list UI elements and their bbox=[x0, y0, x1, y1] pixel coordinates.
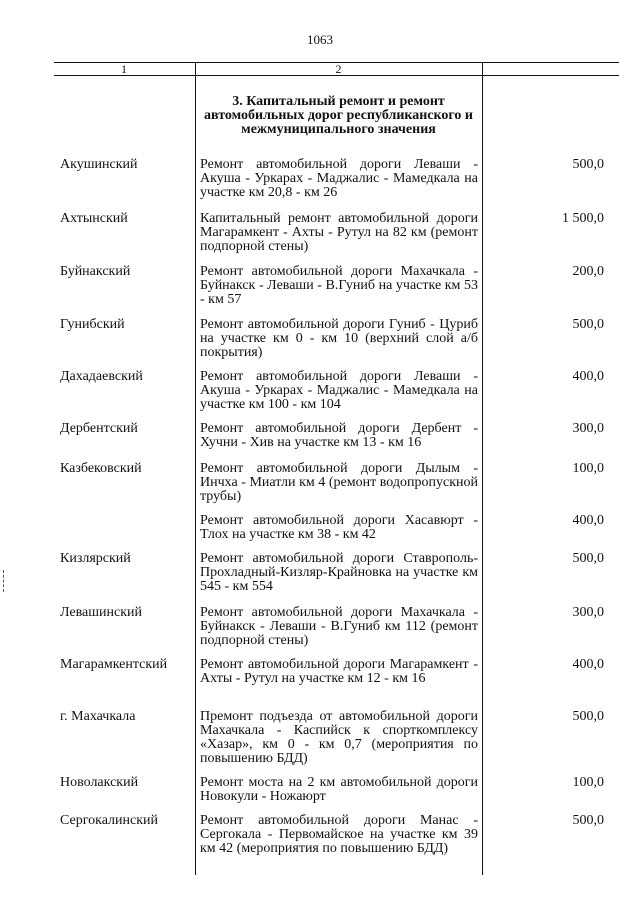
amount-value: 500,0 bbox=[572, 551, 604, 566]
amount-value: 1 500,0 bbox=[562, 211, 604, 226]
district-name: г. Махачкала bbox=[60, 709, 136, 724]
amount-value: 400,0 bbox=[572, 657, 604, 672]
work-description: Ремонт автомобильной дороги Магарамкент - Ахты - Рутул на участке км 12 - км 16 bbox=[200, 657, 478, 686]
amount-value: 400,0 bbox=[572, 513, 604, 528]
amount-value: 200,0 bbox=[572, 264, 604, 279]
margin-mark bbox=[3, 570, 5, 592]
amount-value: 500,0 bbox=[572, 813, 604, 828]
work-description: Ремонт автомобильной дороги Дербент - Хучни - Хив на участке км 13 - км 16 bbox=[200, 421, 478, 450]
district-name: Дахадаевский bbox=[60, 369, 143, 384]
work-description: Ремонт автомобильной дороги Ставрополь-Прохладный-Кизляр-Крайновка на участке км 545 - км 554 bbox=[200, 551, 478, 594]
district-name: Дербентский bbox=[60, 421, 138, 436]
work-description: Премонт подъезда от автомобильной дороги Махачкала - Каспийск к спорткомплексу «Хазар», км 0 - км 0,7 (мероприятия по повышению БДД) bbox=[200, 709, 478, 766]
work-description: Ремонт автомобильной дороги Манас - Сергокала - Первомайское на участке км 39 км 42 (мероприятия по повышению БДД) bbox=[200, 813, 478, 856]
work-description: Ремонт автомобильной дороги Дылым - Инчха - Миатли км 4 (ремонт водопропускной трубы) bbox=[200, 461, 478, 504]
work-description: Ремонт автомобильной дороги Махачкала - Буйнакск - Леваши - В.Гуниб на участке км 53 - км 57 bbox=[200, 264, 478, 307]
page-number: 1063 bbox=[307, 32, 333, 47]
amount-value: 300,0 bbox=[572, 421, 604, 436]
work-description: Ремонт моста на 2 км автомобильной дороги Новокули - Ножаюрт bbox=[200, 775, 478, 804]
district-name: Сергокалинский bbox=[60, 813, 159, 828]
work-description: Ремонт автомобильной дороги Гуниб - Цуриб на участке км 0 - км 10 (верхний слой а/б покрытия) bbox=[200, 317, 478, 360]
amount-value: 400,0 bbox=[572, 369, 604, 384]
district-name: Гунибский bbox=[60, 317, 125, 332]
amount-value: 300,0 bbox=[572, 605, 604, 620]
budget-table bbox=[54, 62, 619, 856]
work-description: Ремонт автомобильной дороги Леваши - Акуша - Уркарах - Маджалис - Мамедкала на участке км 100 - км 104 bbox=[200, 369, 478, 412]
column-header-2: 2 bbox=[335, 62, 342, 76]
district-name: Акушинский bbox=[60, 157, 138, 172]
amount-value: 500,0 bbox=[572, 317, 604, 332]
section-title: 3. Капитальный ремонт и ремонт автомобильных дорог республиканского и межмуниципального значения bbox=[204, 94, 473, 137]
work-description: Ремонт автомобильной дороги Леваши - Акуша - Уркарах - Маджалис - Мамедкала на участке км 20,8 - км 26 bbox=[200, 157, 478, 200]
district-name: Магарамкентский bbox=[60, 657, 168, 672]
amount-value: 500,0 bbox=[572, 157, 604, 172]
work-description: Ремонт автомобильной дороги Махачкала - Буйнакск - Леваши - В.Гуниб км 112 (ремонт подпорной стены) bbox=[200, 605, 478, 648]
column-header-1: 1 bbox=[121, 62, 127, 76]
work-description: Капитальный ремонт автомобильной дороги Магарамкент - Ахты - Рутул на 82 км (ремонт подпорной стены) bbox=[200, 211, 478, 254]
column-divider bbox=[195, 63, 196, 875]
column-divider bbox=[482, 63, 483, 875]
work-description: Ремонт автомобильной дороги Хасавюрт - Тлох на участке км 38 - км 42 bbox=[200, 513, 478, 542]
district-name: Левашинский bbox=[60, 605, 143, 620]
district-name: Кизлярский bbox=[60, 551, 131, 566]
amount-value: 500,0 bbox=[572, 709, 604, 724]
district-name: Новолакский bbox=[60, 775, 139, 790]
district-name: Казбековский bbox=[60, 461, 142, 476]
table-header bbox=[54, 62, 619, 76]
amount-value: 100,0 bbox=[572, 775, 604, 790]
amount-value: 100,0 bbox=[572, 461, 604, 476]
district-name: Буйнакский bbox=[60, 264, 131, 279]
district-name: Ахтынский bbox=[60, 211, 128, 226]
